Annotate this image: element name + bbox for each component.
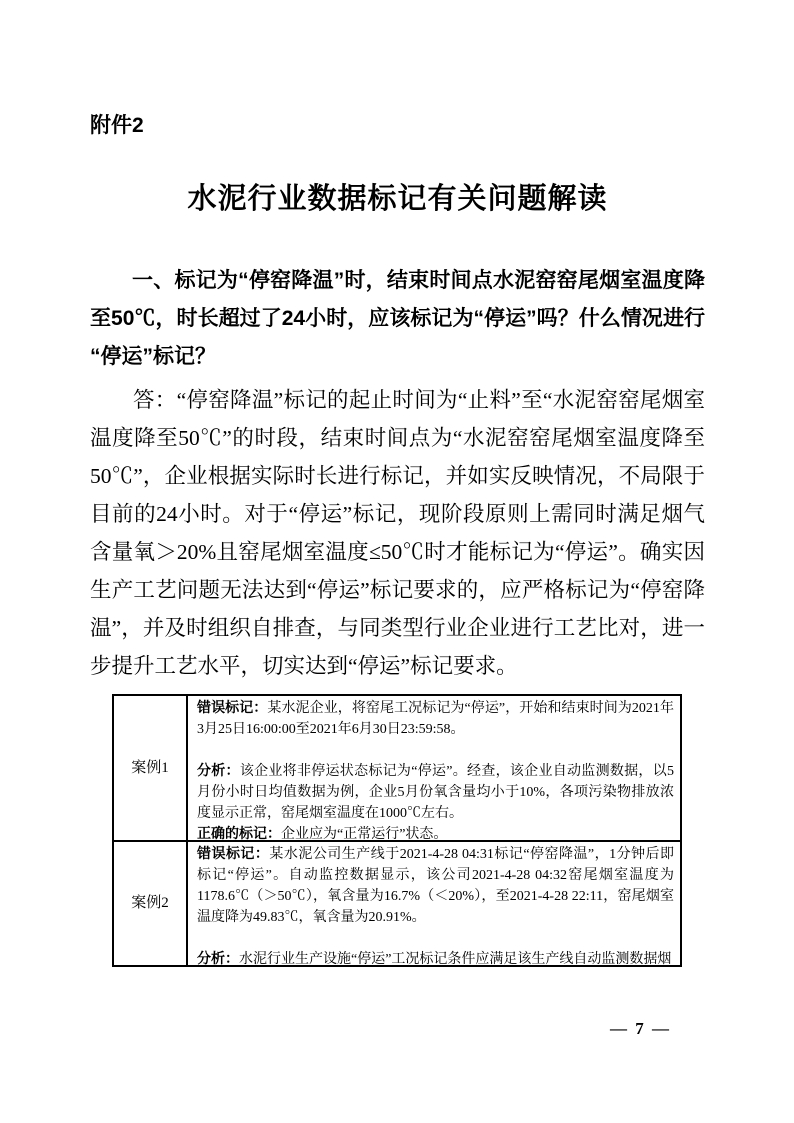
wrong-mark-text: 某水泥企业，将窑尾工况标记为“停运”，开始和结束时间为2021年3月25日16:00:00至2021年6月30日23:59:58。 [197,701,674,737]
annex-label: 附件2 [90,114,144,137]
analysis-text: 水泥行业生产设施“停运”工况标记条件应满足该生产线自动监测数据烟 [239,952,672,965]
case2-analysis-paragraph [197,949,674,965]
case1-content-cell [187,695,681,841]
case1-label-cell: 案例1 [113,695,187,841]
case2-content [188,842,680,965]
case2-wrong-mark-paragraph [197,844,674,928]
table-row-case2 [113,841,681,966]
page-title: 水泥行业数据标记有关问题解读 [187,183,608,215]
wrong-mark-label: 错误标记： [197,701,268,716]
case1-correct-mark-paragraph [197,824,674,840]
page-number: — 7 — [610,1019,671,1038]
cases-table [112,694,682,967]
correct-mark-text: 企业应为“正常运行”状态。 [281,827,448,840]
blank-line [197,740,674,761]
wrong-mark-text: 某水泥公司生产线于2021-4-28 04:31标记“停窑降温”，1分钟后即标记“停运”。自动监控数据显示，该公司2021-4-28 04:32窑尾烟室温度为1178.6℃（＞50℃），氧含量为16.7%（＜20%），至2021-4-28 22:11，窑尾烟室温度降为49.83℃，氧含量为20.91%。 [197,847,675,925]
page-content [90,112,705,967]
case1-wrong-mark-paragraph [197,698,674,740]
answer-paragraph: 答：“停窑降温”标记的起止时间为“止料”至“水泥窑窑尾烟室温度降至50℃”的时段，结束时间点为“水泥窑窑尾烟室温度降至50℃”，企业根据实际时长进行标记，并如实反映情况，不局限于目前的24小时。对于“停运”标记，现阶段原则上需同时满足烟气含量氧＞20%且窑尾烟室温度≤50℃时才能标记为“停运”。确实因生产工艺问题无法达到“停运”标记要求的，应严格标记为“停窑降温”，并及时组织自排查，与同类型行业企业进行工艺比对，进一步提升工艺水平，切实达到“停运”标记要求。 [90,388,705,678]
analysis-text: 该企业将非停运状态标记为“停运”。经查，该企业自动监测数据，以5月份小时日均值数据为例，企业5月份氧含量均小于10%，各项污染物排放浓度显示正常，窑尾烟室温度在1000℃左右。 [197,764,674,821]
case2-content-cell [187,841,681,966]
case1-analysis-paragraph [197,761,674,824]
analysis-label: 分析： [197,952,239,965]
case2-label-cell: 案例2 [113,841,187,966]
table-row-case1 [113,695,681,841]
blank-line [197,928,674,949]
case1-content [188,696,680,840]
correct-mark-label: 正确的标记： [197,827,281,840]
question-paragraph: 一、标记为“停窑降温”时，结束时间点水泥窑窑尾烟室温度降至50℃，时长超过了24小时，应该标记为“停运”吗？什么情况进行“停运”标记？ [90,269,705,368]
analysis-label: 分析： [197,764,240,779]
wrong-mark-label: 错误标记： [197,847,270,862]
